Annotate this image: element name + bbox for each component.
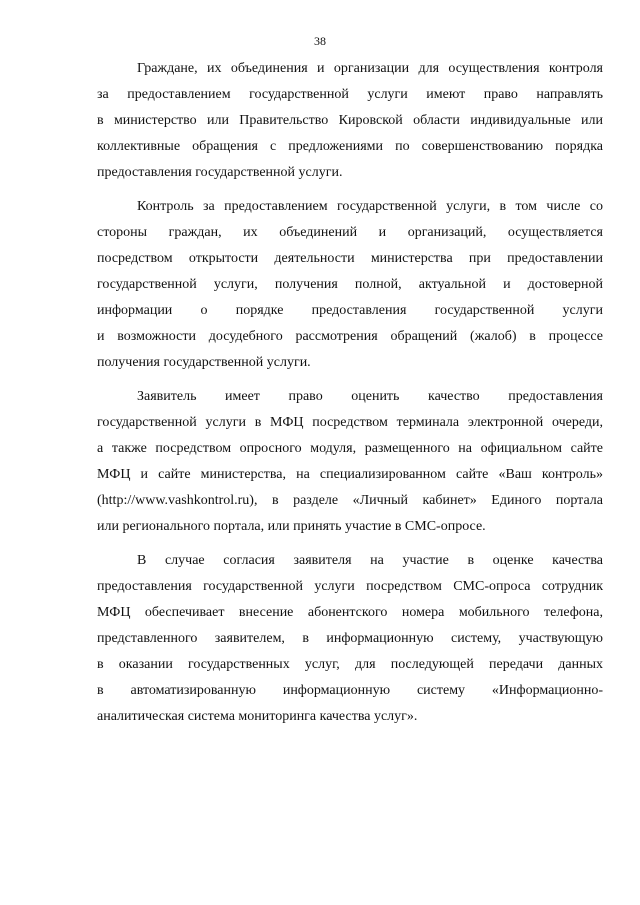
paragraph-citizen-control xyxy=(97,56,603,186)
text-line: информации о порядке предоставления государственной услуги xyxy=(97,303,603,318)
paragraph-quality-assessment xyxy=(97,384,603,540)
text-line: Граждане, их объединения и организации для осуществления контроля xyxy=(137,61,603,76)
text-line: государственной услуги в МФЦ посредством терминала электронной очереди, xyxy=(97,415,603,430)
text-line: коллективные обращения с предложениями по совершенствованию порядка xyxy=(97,139,603,154)
text-line: аналитическая система мониторинга качества услуг». xyxy=(97,709,418,724)
text-line: предоставления государственной услуги посредством СМС-опроса сотрудник xyxy=(97,579,603,594)
text-line: стороны граждан, их объединений и организаций, осуществляется xyxy=(97,225,603,240)
text-line: и возможности досудебного рассмотрения обращений (жалоб) в процессе xyxy=(97,329,603,344)
text-line: МФЦ и сайте министерства, на специализированном сайте «Ваш контроль» xyxy=(97,467,603,482)
text-line: получения государственной услуги. xyxy=(97,355,311,370)
text-line: предоставления государственной услуги. xyxy=(97,165,343,180)
document-body xyxy=(97,56,603,738)
text-line: а также посредством опросного модуля, размещенного на официальном сайте xyxy=(97,441,603,456)
text-line: в оказании государственных услуг, для последующей передачи данных xyxy=(97,657,603,672)
text-line: за предоставлением государственной услуги имеют право направлять xyxy=(97,87,603,102)
text-line: или регионального портала, или принять участие в СМС-опросе. xyxy=(97,519,486,534)
text-line: (http://www.vashkontrol.ru), в разделе «Личный кабинет» Единого портала xyxy=(97,493,603,508)
text-line: МФЦ обеспечивает внесение абонентского номера мобильного телефона, xyxy=(97,605,603,620)
text-line: в автоматизированную информационную систему «Информационно- xyxy=(97,683,603,698)
paragraph-control-openness xyxy=(97,194,603,376)
page-number: 38 xyxy=(314,34,326,48)
text-line: В случае согласия заявителя на участие в оценке качества xyxy=(137,553,603,568)
text-line: государственной услуги, получения полной, актуальной и достоверной xyxy=(97,277,603,292)
text-line: посредством открытости деятельности министерства при предоставлении xyxy=(97,251,603,266)
text-line: Контроль за предоставлением государственной услуги, в том числе со xyxy=(137,199,603,214)
paragraph-sms-survey xyxy=(97,548,603,730)
text-line: в министерство или Правительство Кировской области индивидуальные или xyxy=(97,113,603,128)
text-line: Заявитель имеет право оценить качество предоставления xyxy=(137,389,603,404)
text-line: представленного заявителем, в информационную систему, участвующую xyxy=(97,631,603,646)
